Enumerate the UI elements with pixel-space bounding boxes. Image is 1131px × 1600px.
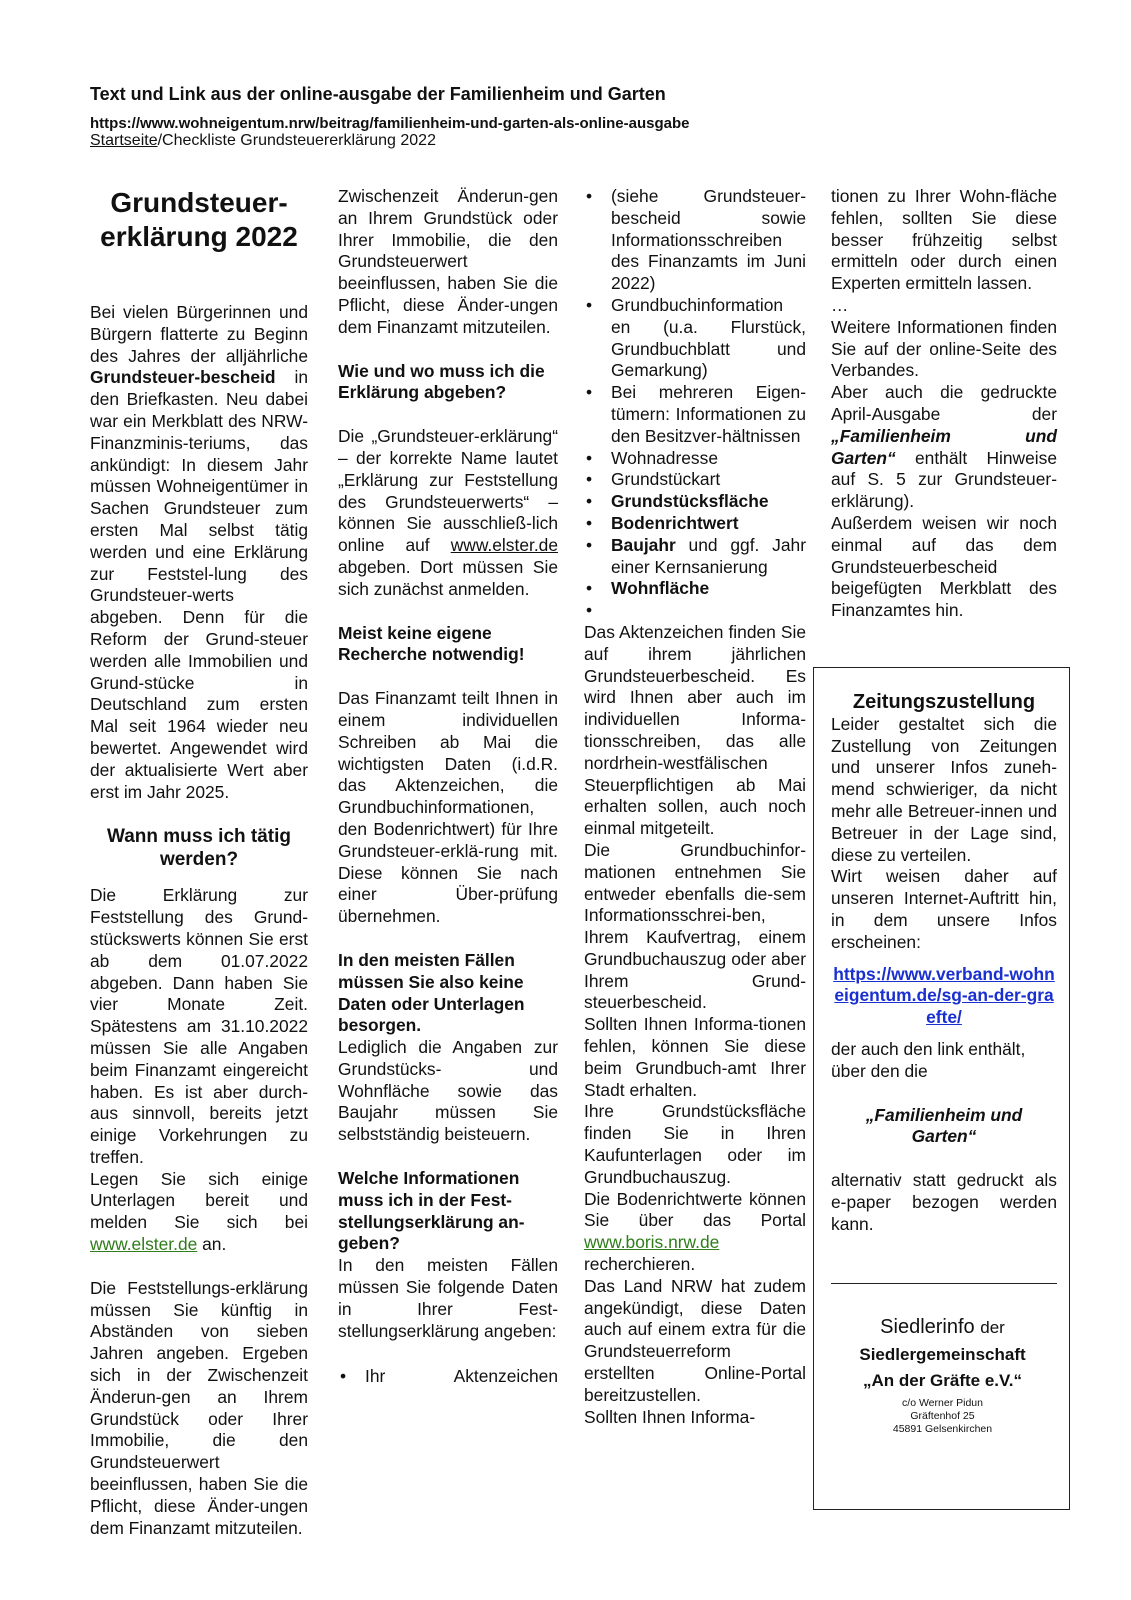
publisher-footer: Siedlerinfo der Siedlergemeinschaft „An der Gräfte e.V.“ c/o Werner Pidun Gräftenhof 25 45891 Gelsenkirchen bbox=[814, 1316, 1071, 1436]
page-header bbox=[90, 84, 990, 150]
box-paragraph-1: Leider gestaltet sich die Zustellung von Zeitungen und unserer Infos zuneh-mend schwieriger, da nicht mehr alle Betreuer-innen und Betreuer in der Lage sind, diese zu verteilen. bbox=[831, 713, 1057, 865]
breadcrumb-home-link[interactable]: Startseite bbox=[90, 132, 158, 149]
column-3 bbox=[584, 186, 806, 1428]
list-item: • Bodenrichtwert bbox=[584, 513, 806, 535]
paragraph-where: Die „Grundsteuer-erklärung“ – der korrekte Name lautet „Erklärung zur Feststellung des Grundsteuerwerts“ – können Sie ausschließ-lich online auf www.elster.de abgeben. Dort müssen Sie sich zunächst anmelden. bbox=[338, 426, 558, 599]
paragraph-wohnflaeche-continued: tionen zu Ihrer Wohn-fläche fehlen, sollten Sie diese besser frühzeitig selbst ermitteln oder durch einen Experten ermitteln lassen. bbox=[831, 186, 1057, 294]
paragraph-merkblatt: Außerdem weisen wir noch einmal auf das dem Grundsteuerbescheid beigefügten Merkblatt des Finanzamtes hin. bbox=[831, 512, 1057, 621]
heading-no-docs: In den meisten Fällen müssen Sie also keine Daten oder Unterlagen besorgen. bbox=[338, 949, 525, 1036]
heading-research: Meist keine eigene Recherche notwendig! bbox=[338, 622, 525, 665]
intro-bold: Grundsteuer-bescheid bbox=[90, 367, 276, 388]
list-item: • Bei mehreren Eigen-tümern: Informationen zu den Besitzver-hältnissen bbox=[584, 382, 806, 447]
paragraph-aktenzeichen: Das Aktenzeichen finden Sie auf ihrem jährlichen Grundsteuerbescheid. Es wird Ihnen aber auch im individuellen Informa-tionsschreiben, das alle nordrhein-westfälischen Steuerpflichtigen ab Mai erhalten sollen, auch noch einmal mitgeteilt. bbox=[584, 621, 806, 839]
data-list bbox=[338, 1366, 558, 1388]
paragraph-nrw: Das Land NRW hat zudem angekündigt, diese Daten auch auf einem extra für die Grundsteuerreform erstellten Online-Portal bereitzustellen. bbox=[584, 1275, 806, 1405]
breadcrumb bbox=[90, 132, 990, 150]
list-item: • Wohnadresse bbox=[584, 448, 806, 470]
list-item: • Baujahr und ggf. Jahr einer Kernsanierung bbox=[584, 535, 806, 579]
data-list-continued bbox=[584, 186, 806, 622]
box-paragraph-2: Wirt weisen daher auf unseren Internet-Auftritt hin, in dem unsere Infos erscheinen: bbox=[831, 866, 1057, 952]
paragraph-flaeche: Ihre Grundstücksfläche finden Sie in Ihren Kaufunterlagen oder im Grundbuchauszug. bbox=[584, 1101, 806, 1187]
list-item: • Ihr Aktenzeichen bbox=[338, 1366, 558, 1388]
column-4 bbox=[831, 186, 1057, 622]
box-paragraph-3: der auch den link enthält, über den die bbox=[831, 1038, 1026, 1081]
address: c/o Werner Pidun Gräftenhof 25 45891 Gelsenkirchen bbox=[892, 1397, 993, 1435]
column-2 bbox=[338, 186, 558, 1388]
paragraph-research: Das Finanzamt teilt Ihnen in einem individuellen Schreiben ab Mai die wichtigsten Daten (i.d.R. das Aktenzeichen, die Grundbuchinformationen, den Bodenrichtwert) für Ihre Grundsteuer-erklä-rung mit. Diese können Sie nach einer Über-prüfung übernehmen. bbox=[338, 688, 558, 927]
ellipsis: … bbox=[831, 294, 849, 315]
box-magazine-name: „Familienheim und Garten“ bbox=[865, 1104, 1023, 1147]
column-1 bbox=[90, 186, 308, 1538]
paragraph-boris: Die Bodenrichtwerte können Sie über das Portal www.boris.nrw.de recherchieren. bbox=[584, 1188, 806, 1275]
breadcrumb-current: /Checkliste Grundsteuererklärung 2022 bbox=[157, 132, 436, 149]
list-item: • Wohnfläche bbox=[584, 578, 806, 600]
paragraph-print: Aber auch die gedruckte April-Ausgabe der „Familienheim und Garten“ enthält Hinweise auf S. 5 zur Grundsteuer-erklärung). bbox=[831, 382, 1057, 512]
paragraph-missing: Sollten Ihnen Informa-tionen fehlen, können Sie diese beim Grundbuch-amt Ihrer Stadt erhalten. bbox=[584, 1014, 806, 1100]
paragraph-wohnflaeche: Sollten Ihnen Informa- bbox=[584, 1406, 756, 1427]
paragraph-grundbuch: Die Grundbuchinfor-mationen entnehmen Sie entweder ebenfalls die-sem Informationsschrei-ben, Ihrem Kaufvertrag, einem Grundbuchauszug oder aber Ihrem Grund-steuerbescheid. bbox=[584, 839, 806, 1013]
list-item: • Grundstücksfläche bbox=[584, 491, 806, 513]
list-item-empty bbox=[584, 600, 806, 622]
list-item: • (siehe Grundsteuer-bescheid sowie Informationsschreiben des Finanzamts im Juni 2022) bbox=[584, 186, 806, 295]
paragraph-seven-years: Die Feststellungs-erklärung müssen Sie künftig in Abständen von sieben Jahren angeben. Ergeben sich in der Zwischenzeit Änderun-gen an Ihrem Grundstück oder Ihrer Immobilie, die den Grundsteuerwert beeinflussen, haben Sie die Pflicht, diese Änder-ungen dem Finanzamt mitzuteilen. bbox=[90, 1277, 308, 1538]
heading-when: Wann muss ich tätig werden? bbox=[106, 826, 292, 871]
paragraph-prepare: Legen Sie sich einige Unterlagen bereit und melden Sie sich bei www.elster.de an. bbox=[90, 1168, 308, 1255]
article-title: Grundsteuer-erklärung 2022 bbox=[100, 187, 298, 252]
heading-where: Wie und wo muss ich die Erklärung abgeben? bbox=[338, 360, 545, 403]
paragraph-more-info: Weitere Informationen finden Sie auf der online-Seite des Verbandes. bbox=[831, 316, 1057, 381]
box-title: Zeitungszustellung bbox=[852, 691, 1036, 713]
list-item: • Grundbuchinformation en (u.a. Flurstück, Grundbuchblatt und Gemarkung) bbox=[584, 295, 806, 382]
list-item: • Grundstückart bbox=[584, 469, 806, 491]
divider bbox=[831, 1283, 1057, 1284]
org-name-2: „An der Gräfte e.V.“ bbox=[862, 1371, 1023, 1390]
paragraph-info: In den meisten Fällen müssen Sie folgende Daten in Ihrer Fest-stellungserklärung angeben: bbox=[338, 1255, 558, 1341]
intro-paragraph: Bei vielen Bürgerinnen und Bürgern flatterte zu Beginn des Jahres der alljährliche Grundsteuer-bescheid in den Briefkasten. Neu dabei war ein Merkblatt des NRW-Finanzminis-teriums, das ankündigt: In diesem Jahr müssen Wohneigentümer in Sachen Grundsteuer zum ersten Mal selbst tätig werden und eine Erklärung zur Feststel-lung des Grundsteuer-werts abgeben. Denn für die Reform der Grund-steuer werden alle Immobilien und Grund-stücke in Deutschland zum ersten Mal seit 1964 wieder neu bewertet. Angewendet wird der aktualisierte Wert aber erst im Jahr 2025. bbox=[90, 302, 308, 802]
heading-info: Welche Informationen muss ich in der Fest-stellungserklärung an-geben? bbox=[338, 1168, 525, 1254]
box-paragraph-4: alternativ statt gedruckt als e-paper bezogen werden kann. bbox=[831, 1170, 1057, 1234]
siedlerinfo-label: Siedlerinfo bbox=[880, 1316, 975, 1338]
elster-link[interactable]: www.elster.de bbox=[90, 1234, 198, 1255]
elster-link-2[interactable]: www.elster.de bbox=[450, 535, 558, 556]
org-name: Siedlergemeinschaft bbox=[859, 1345, 1026, 1364]
magazine-name: „Familienheim und Garten“ bbox=[831, 425, 1057, 468]
boris-link[interactable]: www.boris.nrw.de bbox=[584, 1232, 720, 1253]
header-title: Text und Link aus der online-ausgabe der Familienheim und Garten bbox=[90, 84, 666, 104]
paragraph-no-docs: Lediglich die Angaben zur Grundstücks- und Wohnfläche sowie das Baujahr müssen Sie selbstständig beisteuern. bbox=[338, 1037, 558, 1145]
paragraph-seven-years-continued: Zwischenzeit Änderun-gen an Ihrem Grundstück oder Ihrer Immobilie, die den Grundsteuerwert beeinflussen, haben Sie die Pflicht, diese Änder-ungen dem Finanzamt mitzuteilen. bbox=[338, 186, 558, 337]
delivery-notice-box bbox=[813, 667, 1070, 1510]
paragraph-when: Die Erklärung zur Feststellung des Grund-stückswerts können Sie erst ab dem 01.07.2022 abgeben. Dann haben Sie vier Monate Zeit. Spätestens am 31.10.2022 müssen Sie alle Angaben beim Finanzamt eingereicht haben. Es ist aber durch-aus sinnvoll, bereits jetzt einige Vorkehrungen zu treffen. bbox=[90, 885, 308, 1167]
source-url[interactable]: https://www.wohneigentum.nrw/beitrag/familienheim-und-garten-als-online-ausgabe bbox=[90, 115, 690, 132]
verband-link[interactable]: https://www.verband-wohneigentum.de/sg-an-der-graefte/ bbox=[833, 963, 1055, 1028]
